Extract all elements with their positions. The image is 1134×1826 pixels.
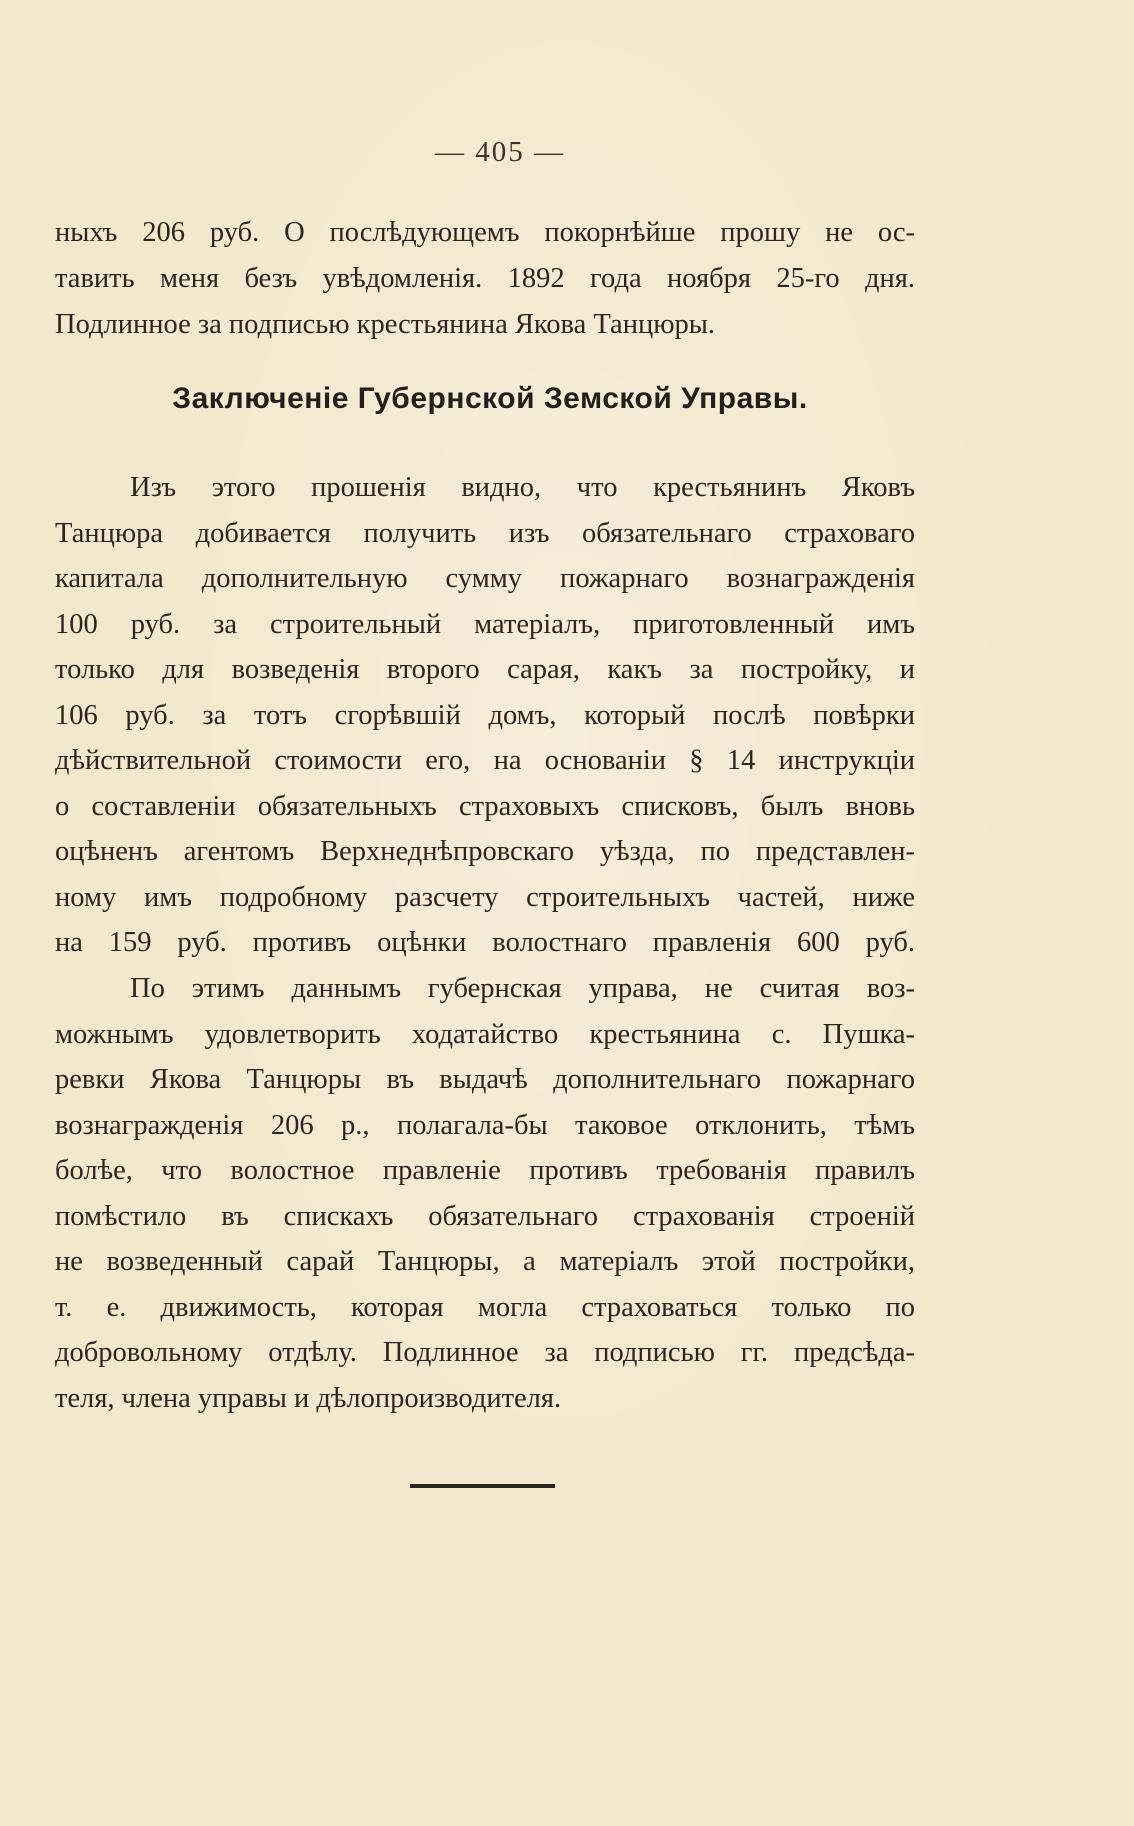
end-rule-divider [410, 1484, 555, 1488]
text-line: ревки Якова Танцюры въ выдачѣ дополнительнаго пожарнаго [55, 1064, 915, 1095]
text-line: не возведенный сарай Танцюры, а матеріалъ этой постройки, [55, 1246, 915, 1277]
text-line: Изъ этого прошенія видно, что крестьянинъ Яковъ [130, 472, 915, 503]
text-line: 100 руб. за строительный матеріалъ, приготовленный имъ [55, 608, 915, 640]
text-line: 106 руб. за тотъ сгорѣвшій домъ, который послѣ повѣрки [55, 699, 915, 731]
text-line: только для возведенія второго сарая, какъ за постройку, и [55, 654, 915, 685]
text-line: тавить меня безъ увѣдомленія. 1892 года ноября 25-го дня. [55, 263, 915, 294]
text-line: ному имъ подробному разсчету строительныхъ частей, ниже [55, 881, 915, 913]
section-heading: Заключеніе Губернской Земской Управы. [172, 382, 808, 415]
text-line: оцѣненъ агентомъ Верхнеднѣпровскаго уѣзда, по представлен- [55, 836, 915, 867]
text-line: о составленіи обязательныхъ страховыхъ списковъ, былъ вновь [55, 790, 915, 822]
text-line: болѣе, что волостное правленіе противъ требованія правилъ [55, 1155, 915, 1186]
text-line: можнымъ удовлетворить ходатайство крестьянина с. Пушка- [55, 1018, 915, 1050]
text-line: дѣйствительной стоимости его, на основаніи § 14 инструкціи [55, 745, 915, 776]
text-line: добровольному отдѣлу. Подлинное за подписью гг. предсѣда- [55, 1337, 915, 1368]
text-line: вознагражденія 206 р., полагала-бы таковое отклонить, тѣмъ [55, 1109, 915, 1141]
text-line: Подлинное за подписью крестьянина Якова Танцюры. [55, 309, 716, 340]
text-line: теля, члена управы и дѣлопроизводителя. [55, 1382, 562, 1414]
text-line: на 159 руб. противъ оцѣнки волостнаго правленія 600 руб. [55, 927, 915, 958]
text-line: Танцюра добивается получить изъ обязательнаго страховаго [55, 517, 915, 549]
page-number: — 405 — [435, 136, 565, 168]
text-line: т. е. движимость, которая могла страховаться только по [55, 1291, 915, 1323]
text-line: капитала дополнительную сумму пожарнаго вознагражденія [55, 563, 915, 594]
text-line: ныхъ 206 руб. О послѣдующемъ покорнѣйше прошу не ос- [55, 217, 915, 248]
text-line: По этимъ даннымъ губернская управа, не считая воз- [130, 973, 915, 1004]
text-line: помѣстило въ спискахъ обязательнаго страхованія строеній [55, 1200, 915, 1232]
